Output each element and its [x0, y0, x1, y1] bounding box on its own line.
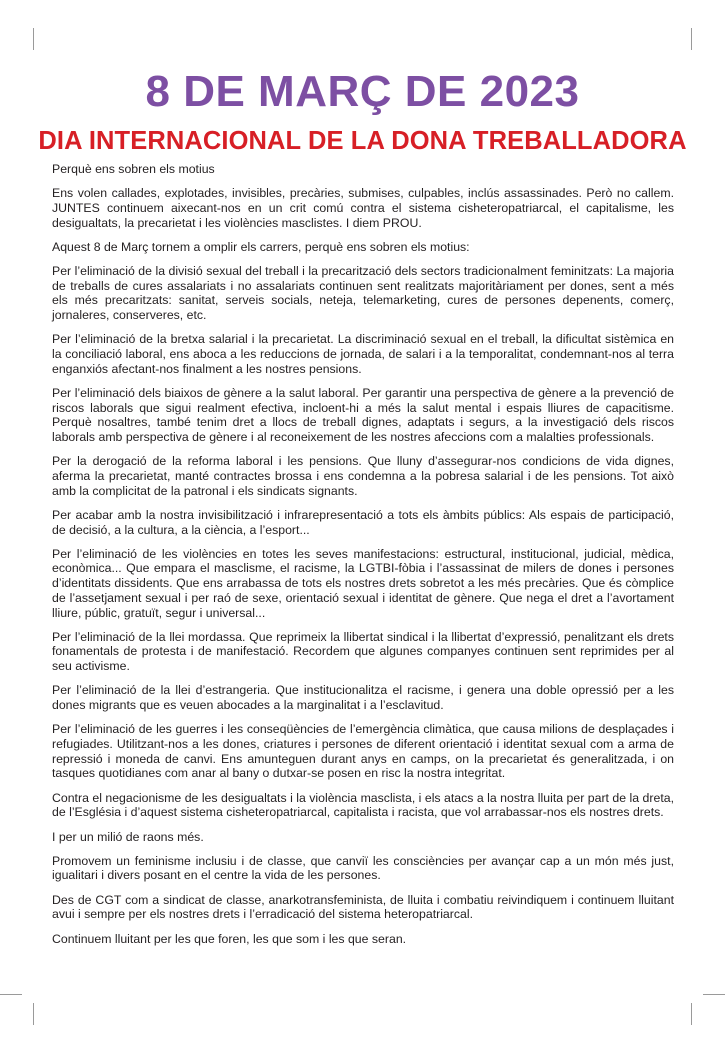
- crop-mark-bottom-left-horizontal: [0, 994, 22, 995]
- crop-mark-top-left: [33, 28, 34, 50]
- paragraph: Per l’eliminació de la llei mordassa. Que reprimeix la llibertat sindical i la llibertat d’expressió, penalitzant els drets fonamentals de protesta i de manifestació. Recordem que algunes companyes continuen sent reprimides per al seu activisme.: [52, 629, 674, 674]
- paragraph: Per l’eliminació de les guerres i les conseqüències de l’emergència climàtica, que causa milions de desplaçades i refugiades. Utilitzant-nos a les dones, criatures i persones de diferent orientació i identitat sexual com a arma de repressió i moneda de canvi. Ens amunteguen durant anys en camps, on la precarietat és generalitzada, i on tasques quotidianes com anar al bany o dutxar-se posen en risc la nostra integritat.: [52, 722, 674, 781]
- paragraph: Perquè ens sobren els motius: [52, 162, 215, 176]
- body-text: [52, 162, 674, 956]
- page-title: 8 DE MARÇ DE 2023: [145, 67, 580, 116]
- paragraph: Continuem lluitant per les que foren, les que som i les que seran.: [52, 931, 407, 946]
- paragraph: Per l’eliminació de la divisió sexual del treball i la precarització dels sectors tradicionalment feminitzats: La majoria de treballs de cures assalariats i no assalariats continuen sent realitzats majoritàriament per dones, sent a més els més precaritzats: sanitat, serveis socials, neteja, telemarketing, cures de persones depenents, comerç, jornaleres, conserveres, etc.: [52, 264, 674, 323]
- paragraph: Per l’eliminació de la bretxa salarial i la precarietat. La discriminació sexual en el treball, la dificultat sistèmica en la conciliació laboral, ens aboca a les reduccions de jornada, de salari i a la temporalitat, condemnant-nos al terra enganxiós afectant-nos finalment a les nostres pensions.: [52, 332, 674, 376]
- page-subtitle: DIA INTERNACIONAL DE LA DONA TREBALLADORA: [38, 127, 687, 155]
- paragraph: Per la derogació de la reforma laboral i les pensions. Que lluny d’assegurar-nos condicions de vida dignes, aferma la precarietat, manté contractes brossa i ens condemna a la pobresa salarial i de les pensions. Tot això amb la complicitat de la patronal i els sindicats signants.: [52, 454, 674, 498]
- crop-mark-top-right: [691, 28, 692, 50]
- paragraph: Per l’eliminació de la llei d’estrangeria. Que institucionalitza el racisme, i genera una doble opressió per a les dones migrants que es veuen abocades a la marginalitat i a l’esclavitud.: [52, 683, 674, 713]
- paragraph: Promovem un feminisme inclusiu i de classe, que canviï les consciències per avançar cap a un món més just, igualitari i divers posant en el centre la vida de les persones.: [52, 853, 674, 883]
- crop-mark-bottom-right-horizontal: [703, 994, 725, 995]
- paragraph: Contra el negacionisme de les desigualtats i la violència masclista, i els atacs a la nostra lluita per part de la dreta, de l’Església i d’aquest sistema cisheteropatriarcal, capitalista i racista, que vol arrabassar-nos els nostres drets.: [52, 790, 674, 820]
- paragraph: Des de CGT com a sindicat de classe, anarkotransfeminista, de lluita i combatiu reivindiquem i continuem lluitant avui i sempre per els nostres drets i l’erradicació del sistema heteropatriarcal.: [52, 892, 674, 922]
- paragraph: Per l’eliminació dels biaixos de gènere a la salut laboral. Per garantir una perspectiva de gènere a la prevenció de riscos laborals que sigui realment efectiva, incloent-hi a més la salut mental i espais lliures de capacitisme. Perquè nosaltres, també tenim dret a llocs de treball dignes, adaptats i segurs, a la investigació dels riscos laborals amb perspectiva de gènere i al reconeixement de les nostres afeccions com a malalties professionals.: [52, 385, 674, 445]
- paragraph: Per acabar amb la nostra invisibilització i infrarepresentació a tots els àmbits públics: Als espais de participació, de decisió, a la cultura, a la ciència, a l’esport...: [52, 507, 674, 537]
- paragraph: I per un milió de raons més.: [52, 829, 204, 844]
- paragraph: Ens volen callades, explotades, invisibles, precàries, submises, culpables, inclús assassinades. Però no callem. JUNTES continuem aixecant-nos en un crit comú contra el sistema cisheteropatriarcal, el capitalisme, les desigualtats, la precarietat i les violències masclistes. I diem PROU.: [52, 186, 674, 230]
- paragraph: Aquest 8 de Març tornem a omplir els carrers, perquè ens sobren els motius:: [52, 239, 470, 254]
- crop-mark-bottom-right: [691, 1003, 692, 1025]
- paragraph: Per l’eliminació de les violències en totes les seves manifestacions: estructural, institucional, judicial, mèdica, econòmica... Que empara el masclisme, el racisme, la LGTBI-fòbia i l’assassinat de milers de dones i persones d’identitats dissidents. Que ens arrabassa de tots els nostres drets sobretot a les més precàries. Que és còmplice de l’assetjament sexual i per raó de sexe, orientació sexual i identitat de gènere. Que nega el dret a l’avortament lliure, públic, gratuït, segur i universal...: [52, 546, 674, 620]
- crop-mark-bottom-left: [33, 1003, 34, 1025]
